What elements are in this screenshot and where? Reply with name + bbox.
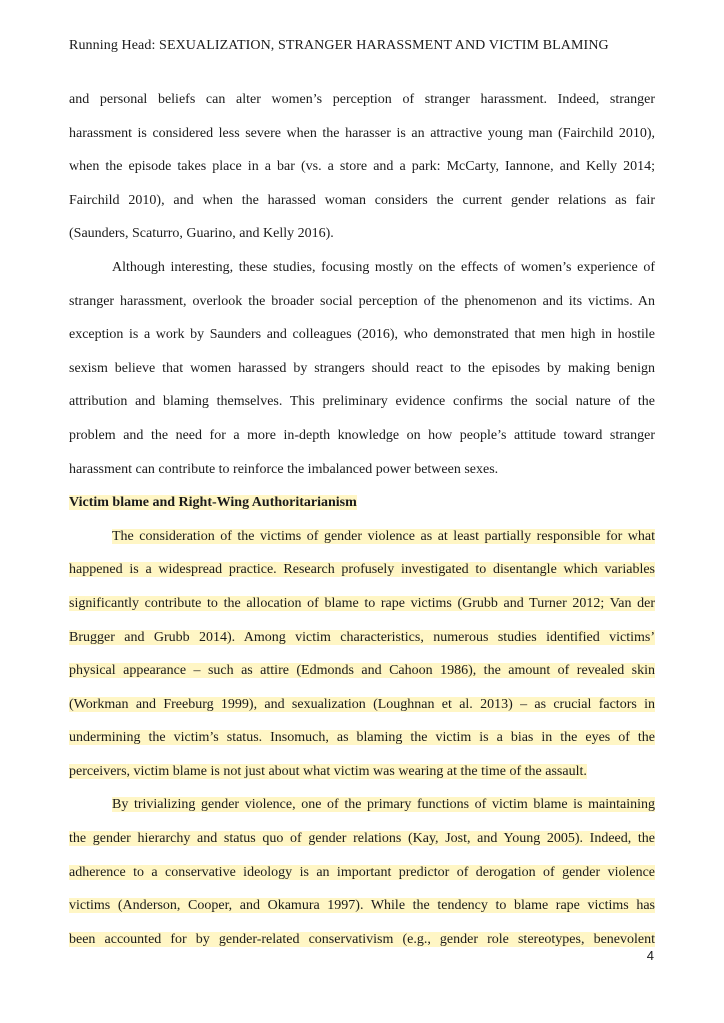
- text-line-content: By trivializing gender violence, one of the primary functions of victim blame is maintaining: [112, 797, 655, 813]
- text-line-content: physical appearance – such as attire (Edmonds and Cahoon 1986), the amount of revealed skin: [69, 663, 655, 679]
- text-line: [69, 553, 655, 587]
- text-line-content: undermining the victim’s status. Insomuch, as blaming the victim is a bias in the eyes of the: [69, 730, 655, 746]
- text-line-content: problem and the need for a more in-depth knowledge on how people’s attitude toward stranger: [69, 427, 655, 443]
- text-line-content: Fairchild 2010), and when the harassed woman considers the current gender relations as fair: [69, 192, 655, 208]
- text-line-content: harassment is considered less severe when the harasser is an attractive young man (Fairchild 2010),: [69, 125, 655, 141]
- text-line: [69, 117, 655, 151]
- text-line: [69, 419, 655, 453]
- text-line: [69, 217, 655, 251]
- text-line: [69, 755, 655, 789]
- text-line-content: the gender hierarchy and status quo of gender relations (Kay, Jost, and Young 2005). Indeed, the: [69, 831, 655, 847]
- text-line: [69, 822, 655, 856]
- text-line-content: (Workman and Freeburg 1999), and sexualization (Loughnan et al. 2013) – as crucial factors in: [69, 696, 655, 712]
- text-line-content: (Saunders, Scaturro, Guarino, and Kelly 2016).: [69, 226, 334, 242]
- text-line: [69, 251, 655, 285]
- text-line: [69, 654, 655, 688]
- text-line-content: happened is a widespread practice. Research profusely investigated to disentangle which variables: [69, 562, 655, 578]
- text-line-content: sexism believe that women harassed by strangers should react to the episodes by making benign: [69, 360, 655, 376]
- section-heading: [69, 486, 655, 520]
- page-number: 4: [646, 948, 654, 963]
- text-line: [69, 385, 655, 419]
- text-line-content: perceivers, victim blame is not just about what victim was wearing at the time of the assault.: [69, 763, 587, 779]
- text-line: [69, 688, 655, 722]
- text-line-content: and personal beliefs can alter women’s perception of stranger harassment. Indeed, stranger: [69, 92, 655, 107]
- text-line: [69, 923, 655, 957]
- text-line-content: stranger harassment, overlook the broader social perception of the phenomenon and its victims. An: [69, 293, 655, 309]
- text-line: [69, 621, 655, 655]
- text-line: [69, 285, 655, 319]
- text-line-content: adherence to a conservative ideology is an important predictor of derogation of gender violence: [69, 864, 655, 880]
- text-line: [69, 184, 655, 218]
- text-line-content: Although interesting, these studies, focusing mostly on the effects of women’s experience of: [112, 259, 655, 275]
- text-line-content: when the episode takes place in a bar (vs. a store and a park: McCarty, Iannone, and Kelly 2014;: [69, 159, 655, 175]
- text-line: [69, 788, 655, 822]
- text-line: [69, 453, 655, 487]
- running-head: Running Head: SEXUALIZATION, STRANGER HARASSMENT AND VICTIM BLAMING: [69, 38, 609, 53]
- section-heading-text: Victim blame and Right-Wing Authoritarianism: [69, 495, 357, 511]
- text-line: [69, 352, 655, 386]
- body-text: [69, 83, 655, 956]
- text-line-content: exception is a work by Saunders and colleagues (2016), who demonstrated that men high in hostile: [69, 327, 655, 343]
- text-line-content: attribution and blaming themselves. This preliminary evidence confirms the social nature of the: [69, 394, 655, 410]
- text-line: [69, 318, 655, 352]
- text-line-content: victims (Anderson, Cooper, and Okamura 1997). While the tendency to blame rape victims has: [69, 898, 655, 914]
- text-line-content: The consideration of the victims of gender violence as at least partially responsible for what: [112, 528, 655, 544]
- text-line: [69, 587, 655, 621]
- text-line-content: significantly contribute to the allocation of blame to rape victims (Grubb and Turner 2012; Van der: [69, 595, 655, 611]
- text-line: [69, 889, 655, 923]
- text-line: [69, 520, 655, 554]
- text-line: [69, 83, 655, 117]
- text-line-content: harassment can contribute to reinforce the imbalanced power between sexes.: [69, 461, 499, 477]
- text-line: [69, 150, 655, 184]
- text-line-content: been accounted for by gender-related conservativism (e.g., gender role stereotypes, benevolent: [69, 931, 655, 947]
- text-line: [69, 856, 655, 890]
- text-line-content: Brugger and Grubb 2014). Among victim characteristics, numerous studies identified victims’: [69, 629, 655, 645]
- text-line: [69, 721, 655, 755]
